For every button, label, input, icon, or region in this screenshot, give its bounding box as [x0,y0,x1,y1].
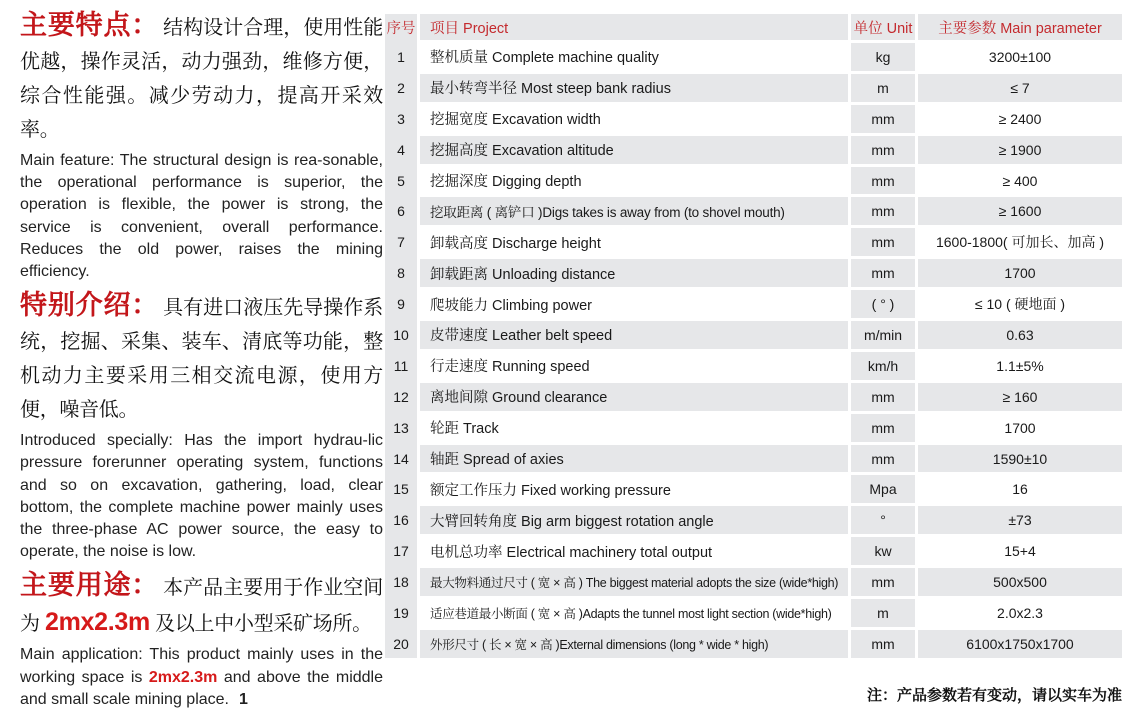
main-application-en [20,644,383,711]
spec-row-parameter: 1590±10 [918,445,1122,473]
spec-row-unit: mm [851,259,915,287]
spec-row-index: 16 [393,512,409,529]
spec-row-parameter: ≥ 1900 [918,136,1122,164]
spec-row-project: 挖掘高度 Excavation altitude [420,136,848,164]
spec-table [385,14,1122,658]
spec-row-index: 12 [393,388,409,405]
spec-row-unit: kg [851,43,915,71]
main-application-zh-pre: 本产品主要用于作业空间为 [20,577,384,636]
spec-row-unit: mm [851,228,915,256]
spec-row-unit: mm [851,383,915,411]
description-column [20,8,383,716]
spec-row-project: 挖取距离 ( 离铲口 )Digs takes is away from (to shovel mouth) [420,197,848,225]
spec-row-project: 爬坡能力 Climbing power [420,290,848,318]
spec-row-unit: ° [851,506,915,534]
spec-row-unit: Mpa [851,475,915,503]
spec-row-project: 最大物料通过尺寸 ( 宽 × 高 ) The biggest material adopts the size (wide*high) [420,568,848,596]
spec-row-parameter: ≥ 160 [918,383,1122,411]
spec-row-unit: mm [851,167,915,195]
spec-row-unit: m [851,74,915,102]
working-space-size-en: 2mx2.3m [148,668,218,686]
spec-row-unit: m [851,599,915,627]
spec-row-parameter: 1600-1800( 可加长、加高 ) [918,228,1122,256]
spec-row-index: 1 [397,48,405,65]
spec-row-index: 5 [397,172,405,189]
spec-row-index: 7 [397,234,405,251]
col-header-project: 项目 Project [420,14,848,40]
col-header-unit: 单位 Unit [851,14,915,40]
spec-row-project: 轴距 Spread of axies [420,445,848,473]
spec-row-unit: mm [851,105,915,133]
main-feature-heading: 主要特点： [20,10,160,40]
spec-row-project: 行走速度 Running speed [420,352,848,380]
spec-row-index: 20 [393,635,409,652]
special-intro-zh-text: 具有进口液压先导操作系统，挖掘、采集、装车、清底等功能，整机动力主要采用三相交流电源，使用方便，噪音低。 [20,297,384,422]
spec-row-unit: mm [851,445,915,473]
spec-row-index: 18 [393,574,409,591]
special-intro-heading: 特别介绍： [20,290,160,321]
spec-row-unit: m/min [851,321,915,349]
main-feature-zh [20,8,383,147]
spec-row-project: 额定工作压力 Fixed working pressure [420,475,848,503]
spec-row-parameter: ≤ 10 ( 硬地面 ) [918,290,1122,318]
spec-row-index: 14 [393,450,409,467]
spec-row-unit: mm [851,568,915,596]
main-application-heading: 主要用途： [20,570,160,601]
spec-row-parameter: 3200±100 [918,43,1122,71]
spec-row-index: 11 [393,357,409,374]
spec-row-project: 卸载距离 Unloading distance [420,259,848,287]
spec-grid [385,14,1122,658]
spec-row-parameter: 2.0x2.3 [918,599,1122,627]
col-header-parameter: 主要参数 Main parameter [918,14,1122,40]
spec-row-unit: mm [851,197,915,225]
spec-row-project: 适应巷道最小断面 ( 宽 × 高 )Adapts the tunnel most light section (wide*high) [420,599,848,627]
spec-row-index: 4 [397,141,405,158]
main-feature-en: Main feature: The structural design is rea-sonable, the operational performance is superior, the operation is flexible, the power is strong, the service is convenient, overall performance. Reduces the old power, raises the mining efficiency. [20,152,383,281]
spec-row-parameter: ±73 [918,506,1122,534]
main-application-en-pre: Main application: This product mainly uses in the working space is [20,646,383,686]
main-application-zh [20,568,383,641]
spec-row-parameter: 6100x1750x1700 [918,630,1122,658]
spec-row-parameter: 1700 [918,414,1122,442]
spec-row-parameter: ≥ 400 [918,167,1122,195]
spec-row-unit: mm [851,414,915,442]
spec-row-index: 15 [393,481,409,498]
spec-row-unit: mm [851,136,915,164]
spec-row-parameter: 500x500 [918,568,1122,596]
spec-row-parameter: ≥ 2400 [918,105,1122,133]
spec-row-parameter: 16 [918,475,1122,503]
spec-row-unit: mm [851,630,915,658]
spec-row-index: 17 [393,543,409,560]
spec-row-project: 卸载高度 Discharge height [420,228,848,256]
spec-row-parameter: 1.1±5% [918,352,1122,380]
spec-row-project: 挖掘深度 Digging depth [420,167,848,195]
spec-row-index: 3 [397,110,405,127]
spec-row-project: 挖掘宽度 Excavation width [420,105,848,133]
spec-row-project: 外形尺寸 ( 长 × 宽 × 高 )External dimensions (long * wide * high) [420,630,848,658]
parameter-change-note: 注：产品参数若有变动，请以实车为准 [866,687,1122,704]
spec-row-project: 皮带速度 Leather belt speed [420,321,848,349]
page-number: 1 [239,690,248,708]
main-application-en-post: and above the middle and small scale mining place. [20,668,383,708]
spec-row-project: 离地间隙 Ground clearance [420,383,848,411]
main-feature-zh-text: 结构设计合理，使用性能优越，操作灵活，动力强劲，维修方便，综合性能强。减少劳动力，提高开采效率。 [20,17,384,141]
spec-row-parameter: 0.63 [918,321,1122,349]
spec-row-project: 最小转弯半径 Most steep bank radius [420,74,848,102]
spec-row-index: 19 [393,604,409,621]
spec-row-index: 13 [393,419,409,436]
spec-row-parameter: ≤ 7 [918,74,1122,102]
spec-row-unit: kw [851,537,915,565]
spec-row-index: 9 [397,296,405,313]
spec-row-parameter: 1700 [918,259,1122,287]
special-intro-zh [20,288,383,427]
col-header-index: 序号 [386,20,416,37]
spec-row-project: 整机质量 Complete machine quality [420,43,848,71]
working-space-size-zh: 2mx2.3m [44,608,150,637]
spec-row-parameter: ≥ 1600 [918,197,1122,225]
spec-row-index: 10 [393,326,409,343]
spec-row-project: 大臂回转角度 Big arm biggest rotation angle [420,506,848,534]
spec-row-index: 8 [397,265,405,282]
spec-row-unit: km/h [851,352,915,380]
spec-row-project: 轮距 Track [420,414,848,442]
spec-row-index: 2 [397,79,405,96]
spec-row-index: 6 [397,203,405,220]
spec-row-unit: ( ° ) [851,290,915,318]
spec-row-project: 电机总功率 Electrical machinery total output [420,537,848,565]
special-intro-en: Introduced specially: Has the import hydrau-lic pressure forerunner operating system, functions and so on excavation, gathering, load, clear bottom, the complete machine power mainly uses the three-phase AC power source, the easy to operate, the noise is low. [20,432,383,561]
spec-row-parameter: 15+4 [918,537,1122,565]
main-application-zh-post: 及以上中小型采矿场所。 [149,613,372,636]
